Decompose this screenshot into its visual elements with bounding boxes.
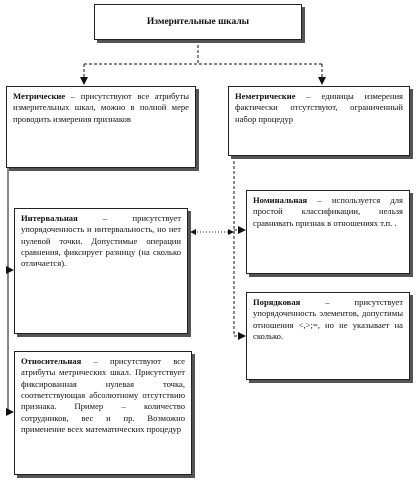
nominal-scale-box [246,190,410,274]
ordinal-name: Порядковая [253,297,301,307]
ratio-scale-box [14,351,192,475]
interval-arrowhead [190,229,196,235]
ratio-name: Относительная [21,356,82,366]
interval-scale-box [14,208,188,334]
nominal-text: – используется для простой классификации, нельзя сравнивать признак в отношениях т.п. . [253,195,403,228]
ordinal-text: – присутствует упорядоченность элементов, допустимы отношения <,>;=, но не указывает на сколько. [253,297,403,342]
interval-text: – присутствует упорядоченность и интервальность, но нет нулевой точки. Допустимые операции сравнения, фиксирует разницу (на сколько отличается). [21,213,181,269]
ordinal-scale-box [246,292,410,380]
nonmetric-text: – единицы измерения фактически отсутствуют, ограниченный набор процедур [235,91,403,124]
diagram-title: Измерительные шкалы [146,16,250,27]
ratio-text: – присутствуют все атрибуты метрических шкал. Присутствует фиксированная нулевая точка, соответствующая абсолютному отсутствию признака. Пример – количество сотрудников, вес и пр. Возможно применение всех математических процедур [21,356,185,435]
nonmetric-name: Неметрические [235,91,296,101]
metric-name: Метрические [13,91,66,101]
title-box [94,4,302,40]
metric-scales-box [6,86,196,168]
metric-text: – присутствуют все атрибуты измерительных шкал, можно в полной мере проводить измерения признаков [13,91,189,124]
nonmetric-arrowhead [228,229,234,235]
interval-name: Интервальная [21,213,78,223]
nonmetric-scales-box [228,86,410,156]
nominal-name: Номинальная [253,195,308,205]
